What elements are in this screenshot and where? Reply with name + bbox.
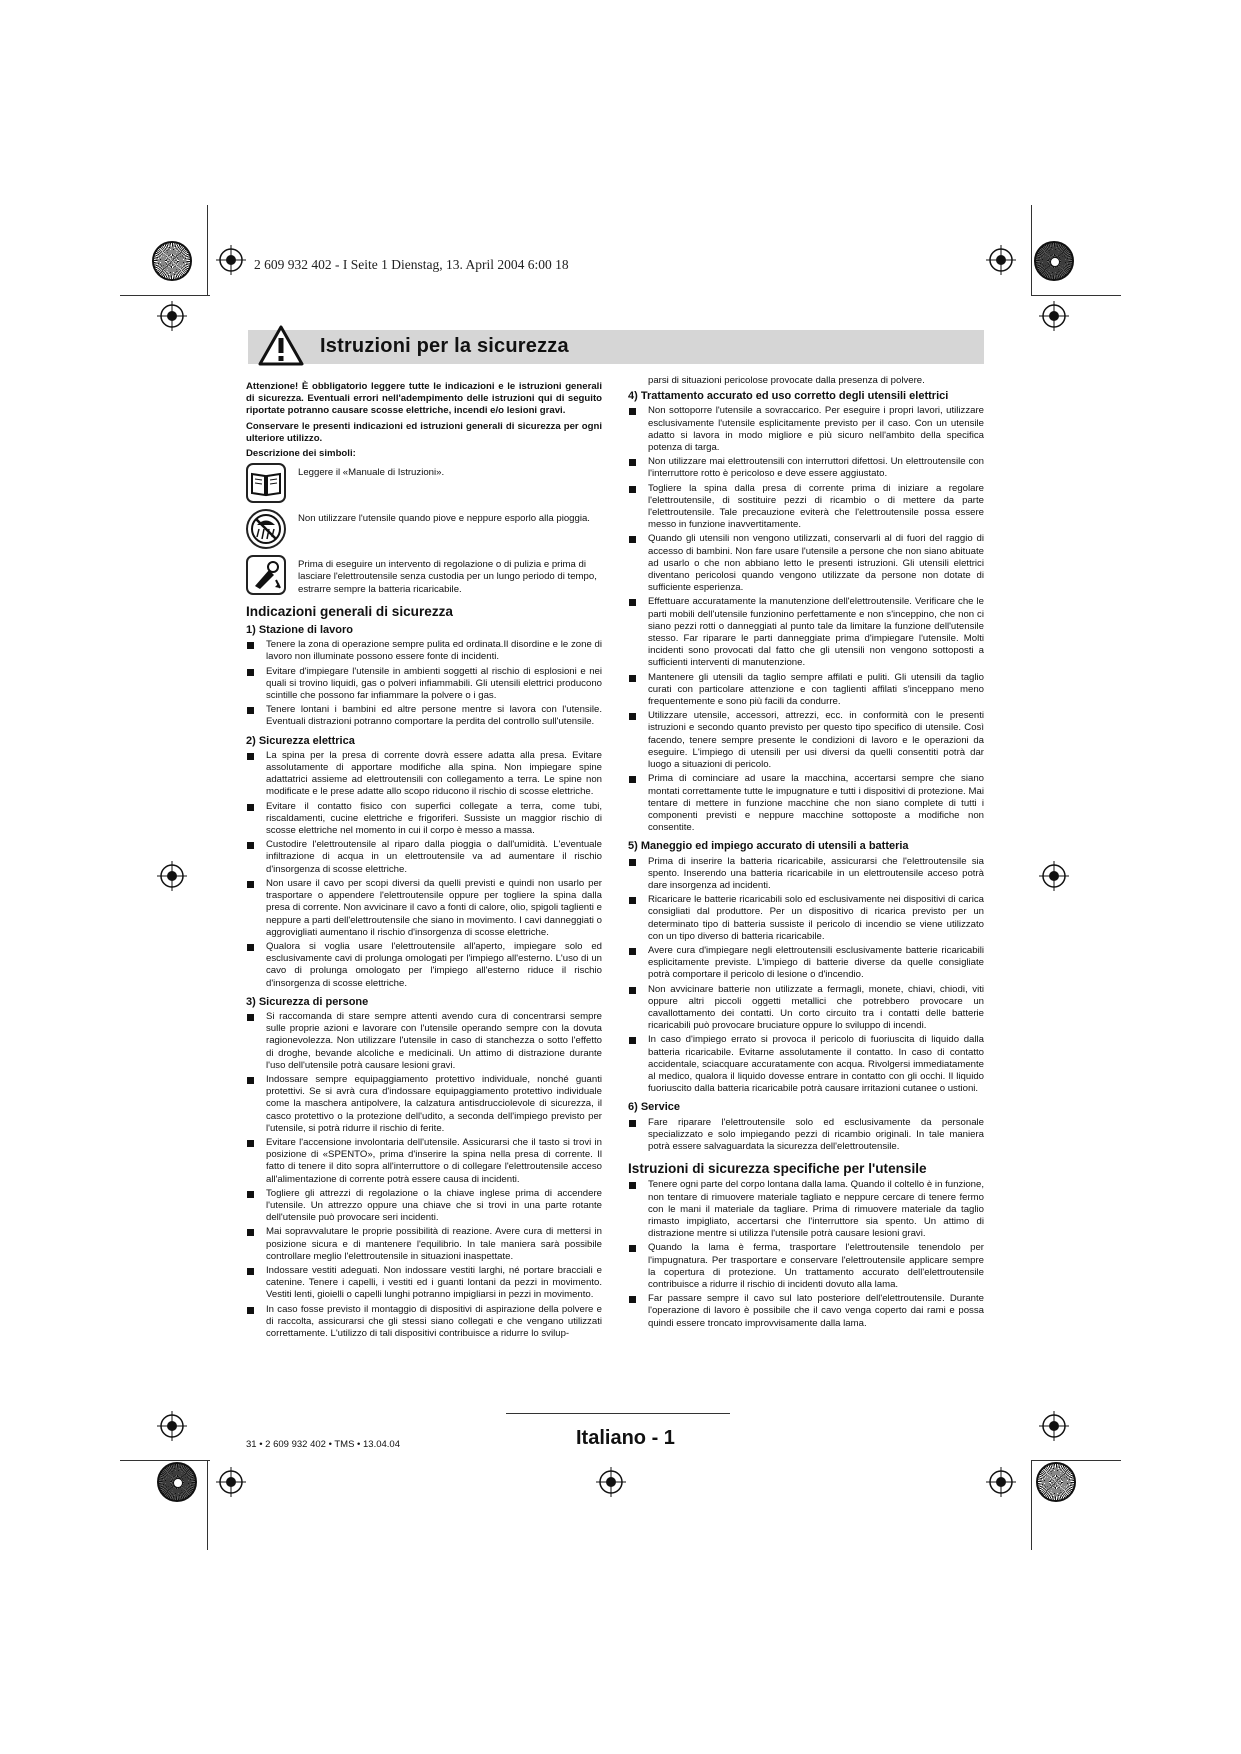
crosshair-mark-top-2 bbox=[986, 245, 1016, 275]
print-slug: 2 609 932 402 - I Seite 1 Dienstag, 13. April 2004 6:00 18 bbox=[254, 257, 569, 272]
crop-line bbox=[1031, 205, 1032, 295]
symbol-row bbox=[246, 555, 602, 596]
specific-safety-heading: Istruzioni di sicurezza specifiche per l'utensile bbox=[628, 1161, 927, 1177]
crop-line bbox=[1031, 295, 1121, 296]
crosshair-mark-bottom-center bbox=[596, 1467, 626, 1497]
symbol-text: Leggere il «Manuale di Istruzioni». bbox=[298, 467, 445, 479]
symbols-heading: Descrizione dei simboli: bbox=[246, 448, 356, 460]
section-2-list bbox=[246, 750, 602, 990]
registration-wheel-bottom-left bbox=[157, 1462, 197, 1502]
footer-rule bbox=[506, 1413, 730, 1414]
list-item: Quando la lama è ferma, trasportare l'elettroutensile tenendolo per l'impugnatura. Per trasportare e conservare l'elettroutensile applicare sempre la copertura di protezione. Un trattamento accurato dell'elettroutensile contribuisce a ridurre il rischio di incidenti dovuto alla lama. bbox=[628, 1242, 984, 1291]
crop-line bbox=[207, 205, 208, 295]
list-item: Evitare d'impiegare l'utensile in ambienti soggetti al rischio di esplosioni e nei quali si trovino liquidi, gas o polveri infiammabili. Gli utensili elettrici producono scintille che possono far infiammare la polvere o i gas. bbox=[246, 666, 602, 703]
crosshair-mark-top-1 bbox=[216, 245, 246, 275]
left-column bbox=[246, 381, 602, 1342]
warning-triangle-icon bbox=[258, 324, 304, 366]
right-column bbox=[628, 375, 984, 1332]
section-1-heading: 1) Stazione di lavoro bbox=[246, 624, 353, 637]
list-item: Avere cura d'impiegare negli elettroutensili esclusivamente batterie ricaricabili esplicitamente previste. L'impiego di batterie diverse da quelle consigliate potrà comportare il pericolo di lesione o d'incendio. bbox=[628, 945, 984, 982]
list-item: Far passare sempre il cavo sul lato posteriore dell'elettroutensile. Durante l'operazione di lavoro è possibile che il cavo venga coperto dai rami e possa quindi essere troncato improvvisamente dalla lama. bbox=[628, 1293, 984, 1330]
list-item: Prima di inserire la batteria ricaricabile, assicurarsi che l'elettroutensile sia spento. Inserendo una batteria ricaricabile in un elettroutensile acceso potrà dare insorgenza ad incidenti. bbox=[628, 856, 984, 893]
crop-line bbox=[207, 1460, 208, 1550]
crosshair-mark-left-bottom bbox=[157, 1411, 187, 1441]
list-item: Ricaricare le batterie ricaricabili solo ed esclusivamente nei dispositivi di carica consigliati dal produttore. Per un dispositivo di ricarica previsto per un determinato tipo di batteria sussiste il pericolo di incendio se viene utilizzato con un tipo diverso di batteria ricaricabile. bbox=[628, 894, 984, 943]
remove-battery-icon bbox=[246, 555, 286, 595]
registration-wheel-top-right bbox=[1034, 241, 1074, 281]
list-item: Non utilizzare mai elettroutensili con interruttori difettosi. Un elettroutensile con l'interruttore rotto è pericoloso e deve essere aggiustato. bbox=[628, 456, 984, 480]
list-item: Utilizzare utensile, accessori, attrezzi, ecc. in conformità con le presenti istruzioni e secondo quanto previsto per questo tipo specifico di utensile. Così facendo, tenere sempre presente le condizioni di lavoro e le operazioni da eseguire. L'impiego di utensili per usi diversi da quelli consentiti potrà dar luogo a situazioni di pericolo. bbox=[628, 710, 984, 771]
footer-page-label: Italiano - 1 bbox=[576, 1427, 675, 1449]
crop-line bbox=[120, 295, 210, 296]
crosshair-mark-left-middle bbox=[157, 861, 187, 891]
page-title: Istruzioni per la sicurezza bbox=[320, 335, 569, 357]
crop-line bbox=[1031, 1460, 1032, 1550]
crop-line bbox=[1031, 1460, 1121, 1461]
section-3-list bbox=[246, 1011, 602, 1340]
list-item: Qualora si voglia usare l'elettroutensile all'aperto, impiegare solo ed esclusivamente cavi di prolunga omologati per l'impiego all'esterno. L'uso di un cavo di prolunga omologato per l'impiego all'esterno riduce il rischio d'insorgenza di scosse elettriche. bbox=[246, 941, 602, 990]
list-item: In caso fosse previsto il montaggio di dispositivi di aspirazione della polvere e di raccolta, assicurarsi che gli stessi siano collegati e che vengano utilizzati correttamente. L'utilizzo di tali dispositivi contribuisce a ridurre lo svilup- bbox=[246, 1304, 602, 1341]
symbol-row bbox=[246, 463, 602, 503]
list-item: Mantenere gli utensili da taglio sempre affilati e puliti. Gli utensili da taglio curati con particolare attenzione e con taglienti affilati s'inceppano meno frequentemente e sono più facili da condurre. bbox=[628, 672, 984, 709]
list-item: Non avvicinare batterie non utilizzate a fermagli, monete, chiavi, chiodi, viti oppure altri piccoli oggetti metallici che potrebbero provocare un cavallottamento dei contatti. Un corto circuito tra i contatti delle batterie ricaricabili può provocare bruciature oppure lo sviluppo di incendi. bbox=[628, 984, 984, 1033]
section-5-list bbox=[628, 856, 984, 1096]
crosshair-mark-right-bottom bbox=[1039, 1411, 1069, 1441]
intro-keep: Conservare le presenti indicazioni ed istruzioni generali di sicurezza per ogni ulteriore utilizzo. bbox=[246, 420, 602, 444]
list-item: Tenere lontani i bambini ed altre persone mentre si lavora con l'utensile. Eventuali distrazioni potranno comportare la perdita del controllo sull'utensile. bbox=[246, 704, 602, 728]
registration-wheel-bottom-right bbox=[1036, 1462, 1076, 1502]
section-6-heading: 6) Service bbox=[628, 1101, 680, 1114]
manual-book-icon bbox=[246, 463, 286, 503]
list-item: Evitare il contatto fisico con superfici collegate a terra, come tubi, riscaldamenti, cucine elettriche e frigoriferi. Sussiste un maggior rischio di scosse elettriche nel momento in cui il corpo è messo a massa. bbox=[246, 801, 602, 838]
list-item: Indossare sempre equipaggiamento protettivo individuale, nonché guanti protettivi. Se si avrà cura d'indossare equipaggiamento protettivo individuale come la maschera antipolvere, la calzatura antisdrucciolevole di sicurezza, il casco protettivo o la protezione dell'udito, a seconda dell'impiego previsto per l'utensile, si potrà ridurre il rischio di ferite. bbox=[246, 1074, 602, 1135]
intro-warning: Attenzione! È obbligatorio leggere tutte le indicazioni e le istruzioni generali di sicurezza. Eventuali errori nell'adempimento delle istruzioni qui di seguito riportate potranno causare scosse elettriche, incendi e/o lesioni gravi. bbox=[246, 381, 602, 417]
crosshair-mark-right-middle bbox=[1039, 861, 1069, 891]
general-safety-heading: Indicazioni generali di sicurezza bbox=[246, 603, 453, 619]
list-item: Effettuare accuratamente la manutenzione dell'elettroutensile. Verificare che le parti mobili dell'utensile funzionino perfettamente e non s'inceppino, che non ci siano pezzi rotti o danneggiati al punto tale da limitare la funzione dell'utensile stesso. Far riparare le parti danneggiate prima d'impiegare l'utensile. Molti incidenti sono provocati dal fatto che gli utensili non vengono sottoposti a sufficienti interventi di manutenzione. bbox=[628, 596, 984, 669]
list-item: Custodire l'elettroutensile al riparo dalla pioggia o dall'umidità. L'eventuale infiltrazione di acqua in un elettroutensile va ad aumentare il rischio d'insorgenza di scosse elettriche. bbox=[246, 839, 602, 876]
list-item: Quando gli utensili non vengono utilizzati, conservarli al di fuori del raggio di accesso di bambini. Non fare usare l'utensile a persone che non siano abituate ad usarlo o che non abbiano letto le presenti istruzioni. Gli utensili elettrici diventano pericolosi quando vengono utilizzate da persone non dotate di sufficiente esperienza. bbox=[628, 533, 984, 594]
list-item: Indossare vestiti adeguati. Non indossare vestiti larghi, né portare bracciali e catenine. Tenere i capelli, i vestiti ed i guanti lontani da pezzi in movimento. Vestiti lenti, gioielli o capelli lunghi potranno impigliarsi in pezzi in movimento. bbox=[246, 1265, 602, 1302]
list-item: Tenere la zona di operazione sempre pulita ed ordinata.Il disordine e le zone di lavoro non illuminate possono essere fonte di incidenti. bbox=[246, 639, 602, 663]
registration-wheel-top-left bbox=[152, 241, 192, 281]
footer-doc-code: 31 • 2 609 932 402 • TMS • 13.04.04 bbox=[246, 1439, 400, 1450]
section-5-heading: 5) Maneggio ed impiego accurato di utensili a batteria bbox=[628, 840, 909, 853]
symbol-row bbox=[246, 509, 602, 549]
section-4-heading: 4) Trattamento accurato ed uso corretto degli utensili elettrici bbox=[628, 390, 949, 403]
crosshair-mark-bottom-2 bbox=[986, 1467, 1016, 1497]
crosshair-mark-right-top bbox=[1039, 301, 1069, 331]
no-rain-icon bbox=[246, 509, 286, 549]
section-4-list bbox=[628, 405, 984, 834]
symbol-text: Non utilizzare l'utensile quando piove e neppure esporlo alla pioggia. bbox=[298, 513, 590, 525]
list-item: Fare riparare l'elettroutensile solo ed esclusivamente da personale specializzato e solo impiegando pezzi di ricambio originali. In tale maniera potrà essere salvaguardata la sicurezza dell'elettroutensile. bbox=[628, 1117, 984, 1154]
specific-safety-list bbox=[628, 1179, 984, 1329]
list-item: Mai sopravvalutare le proprie possibilità di reazione. Avere cura di mettersi in posizione sicura e di mantenere l'equilibrio. In tale maniera sarà possibile controllare meglio l'elettroutensile in situazioni inaspettate. bbox=[246, 1226, 602, 1263]
crop-line bbox=[120, 1460, 210, 1461]
section-2-heading: 2) Sicurezza elettrica bbox=[246, 734, 355, 747]
list-item: Togliere la spina dalla presa di corrente prima di iniziare a regolare l'elettroutensile, di sostituire pezzi di ricambio o di mettere da parte l'elettroutensile. Tale precauzione eviterà che l'elettroutensile possa essere messo in funzione inavvertitamente. bbox=[628, 483, 984, 532]
crosshair-mark-left-top bbox=[157, 301, 187, 331]
crosshair-mark-bottom-1 bbox=[216, 1467, 246, 1497]
list-item: Tenere ogni parte del corpo lontana dalla lama. Quando il coltello è in funzione, non tentare di rimuovere materiale tagliato e neppure cercare di tenere fermo con le mani il materiale da tagliare. Prima di rimuovere materiale da taglio rimasto impigliato, accertarsi che l'interruttore sia spento. Un attimo di distrazione mentre si utilizza l'utensile potrà causare lesioni gravi. bbox=[628, 1179, 984, 1240]
list-item: Non usare il cavo per scopi diversi da quelli previsti e quindi non usarlo per trasportare o appendere l'elettroutensile oppure per togliere la spina dalla presa di corrente. Non avvicinare il cavo a fonti di calore, olio, spigoli taglienti e neppure a parti dell'elettroutensile che siano in movimento. I cavi danneggiati o aggrovigliati aumentano il rischio d'insorgenza di scosse elettriche. bbox=[246, 878, 602, 939]
symbol-text: Prima di eseguire un intervento di regolazione o di pulizia e prima di lasciare l'elettroutensile senza custodia per un lungo periodo di tempo, estrarre sempre la batteria ricaricabile. bbox=[298, 559, 597, 595]
section-1-list bbox=[246, 639, 602, 728]
list-item: Togliere gli attrezzi di regolazione o la chiave inglese prima di accendere l'utensile. Un attrezzo oppure una chiave che si trovi in una parte rotante dell'utensile può provocare seri incidenti. bbox=[246, 1188, 602, 1225]
section-3-heading: 3) Sicurezza di persone bbox=[246, 995, 369, 1008]
list-item: Non sottoporre l'utensile a sovraccarico. Per eseguire i propri lavori, utilizzare esclusivamente l'utensile esplicitamente previsto per il caso. Con un utensile adatto si lavora in modo migliore e più sicuro nell'ambito della specifica potenza di targa. bbox=[628, 405, 984, 454]
list-item: La spina per la presa di corrente dovrà essere adatta alla presa. Evitare assolutamente di apportare modifiche alla spina. Non impiegare spine adattatrici assieme ad elettroutensili con collegamento a terra. Le spine non modificate e le prese adatte allo scopo riducono il rischio di scosse elettriche. bbox=[246, 750, 602, 799]
section-6-list bbox=[628, 1117, 984, 1154]
list-item: Evitare l'accensione involontaria dell'utensile. Assicurarsi che il tasto si trovi in posizione di «SPENTO», prima d'inserire la spina nella presa di corrente. Il fatto di tenere il dito sopra all'interruttore o di collegare l'elettroutensile acceso all'alimentazione di corrente potrà essere causa di incidenti. bbox=[246, 1137, 602, 1186]
list-item: Prima di cominciare ad usare la macchina, accertarsi sempre che siano montati correttamente tutte le impugnature e tutti i dispositivi di protezione. Mai tentare di mettere in funzione macchine che non siano complete di tutti i componenti previsti e neppure macchine sottoposte a modifiche non consentite. bbox=[628, 773, 984, 834]
list-item: In caso d'impiego errato si provoca il pericolo di fuoriuscita di liquido dalla batteria ricaricabile. Evitarne assolutamente il contatto. In caso di contatto accidentale, sciacquare accuratamente con acqua. Rivolgersi immediatamente al medico, qualora il liquido dovesse entrare in contatto con gli occhi. Il liquido fuoriuscito dalla batteria ricaricabile potrà causare irritazioni cutanee o ustioni. bbox=[628, 1034, 984, 1095]
continuation-text: parsi di situazioni pericolose provocate dalla presenza di polvere. bbox=[648, 375, 925, 386]
title-bar bbox=[248, 330, 984, 364]
list-item: Si raccomanda di stare sempre attenti avendo cura di concentrarsi sempre sulle proprie azioni e lavorare con l'utensile operando sempre con la dovuta ragionevolezza. Non utilizzare l'utensile in caso di stanchezza o sotto l'effetto di droghe, bevande alcoliche e medicinali. Un attimo di distrazione durante l'uso dell'utensile potrà causare lesioni gravi. bbox=[246, 1011, 602, 1072]
